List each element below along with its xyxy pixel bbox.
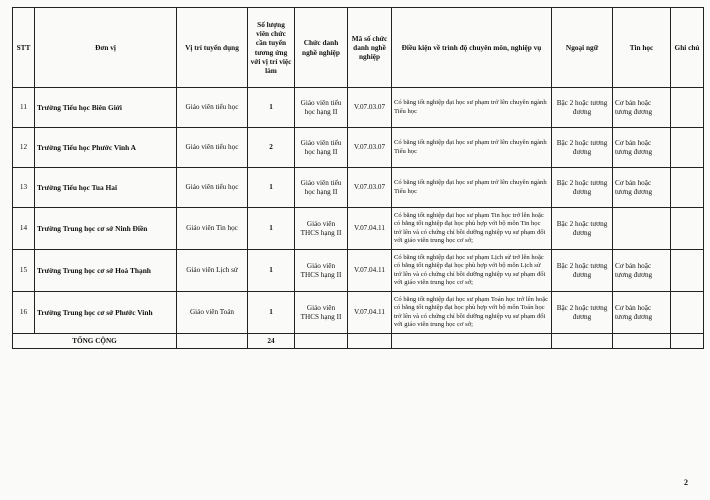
cell-unit: Trường Trung học cơ sở Hoà Thạnh [35, 250, 177, 292]
cell-it [613, 208, 671, 250]
total-empty-cell [392, 334, 552, 349]
total-empty-cell [613, 334, 671, 349]
cell-requirements: Có bằng tốt nghiệp đại học sư phạm trở lên chuyên ngành Tiểu học [392, 168, 552, 208]
cell-notes [671, 208, 704, 250]
header-requirements: Điều kiện về trình độ chuyên môn, nghiệp vụ [392, 8, 552, 88]
cell-position: Giáo viên Lịch sử [177, 250, 248, 292]
header-quantity: Số lượng viên chức cần tuyển tương ứng với vị trí việc làm [248, 8, 295, 88]
cell-it: Cơ bản hoặc tương đương [613, 88, 671, 128]
cell-position: Giáo viên tiểu học [177, 168, 248, 208]
cell-unit: Trường Tiểu học Phước Vinh A [35, 128, 177, 168]
cell-requirements: Có bằng tốt nghiệp đại học sư phạm Tin học trở lên hoặc có bằng tốt nghiệp đại học phù hợp với bộ môn Tin học trở lên và có chứng chỉ bồi dưỡng nghiệp vụ sư phạm đối với giáo viên trung học cơ sở; [392, 208, 552, 250]
cell-it: Cơ bản hoặc tương đương [613, 250, 671, 292]
cell-language: Bậc 2 hoặc tương đương [552, 292, 613, 334]
cell-title: Giáo viên tiểu học hạng II [295, 128, 348, 168]
cell-code: V.07.04.11 [348, 208, 392, 250]
cell-notes [671, 128, 704, 168]
cell-stt: 16 [13, 292, 35, 334]
cell-requirements: Có bằng tốt nghiệp đại học sư phạm trở lên chuyên ngành Tiểu học [392, 88, 552, 128]
cell-code: V.07.03.07 [348, 88, 392, 128]
cell-requirements: Có bằng tốt nghiệp đại học sư phạm Toán học trở lên hoặc có bằng tốt nghiệp đại học phù hợp với bộ môn Toán học trở lên và có chứng chỉ bồi dưỡng nghiệp vụ sư phạm đối với giáo viên trung học cơ sở; [392, 292, 552, 334]
total-label: TỔNG CỘNG [13, 334, 177, 349]
total-empty-cell [348, 334, 392, 349]
cell-title: Giáo viên tiểu học hạng II [295, 88, 348, 128]
header-position: Vị trí tuyển dụng [177, 8, 248, 88]
header-language: Ngoại ngữ [552, 8, 613, 88]
cell-stt: 14 [13, 208, 35, 250]
cell-stt: 13 [13, 168, 35, 208]
page-number: 2 [684, 478, 688, 487]
table-header-row [13, 8, 704, 88]
cell-notes [671, 168, 704, 208]
header-code: Mã số chức danh nghề nghiệp [348, 8, 392, 88]
cell-language: Bậc 2 hoặc tương đương [552, 208, 613, 250]
table-row [13, 88, 704, 128]
recruitment-table [12, 7, 704, 349]
header-unit: Đơn vị [35, 8, 177, 88]
cell-stt: 12 [13, 128, 35, 168]
table-row [13, 250, 704, 292]
cell-stt: 11 [13, 88, 35, 128]
cell-language: Bậc 2 hoặc tương đương [552, 128, 613, 168]
cell-requirements: Có bằng tốt nghiệp đại học sư phạm Lịch sử trở lên hoặc có bằng tốt nghiệp đại học phù hợp với bộ môn Lịch sử trở lên và có chứng chỉ bồi dưỡng nghiệp vụ sư phạm đối với giáo viên trung học cơ sở; [392, 250, 552, 292]
cell-title: Giáo viên THCS hạng II [295, 208, 348, 250]
cell-language: Bậc 2 hoặc tương đương [552, 250, 613, 292]
cell-notes [671, 292, 704, 334]
cell-code: V.07.03.07 [348, 128, 392, 168]
cell-position: Giáo viên tiểu học [177, 88, 248, 128]
cell-title: Giáo viên tiểu học hạng II [295, 168, 348, 208]
total-empty-cell [552, 334, 613, 349]
cell-quantity: 1 [248, 208, 295, 250]
cell-it: Cơ bản hoặc tương đương [613, 292, 671, 334]
cell-position: Giáo viên tiểu học [177, 128, 248, 168]
cell-quantity: 1 [248, 168, 295, 208]
cell-title: Giáo viên THCS hạng II [295, 250, 348, 292]
cell-language: Bậc 2 hoặc tương đương [552, 88, 613, 128]
cell-quantity: 1 [248, 292, 295, 334]
table-row [13, 292, 704, 334]
table-row [13, 208, 704, 250]
cell-stt: 15 [13, 250, 35, 292]
cell-unit: Trường Trung học cơ sở Ninh Điền [35, 208, 177, 250]
cell-position: Giáo viên Tin học [177, 208, 248, 250]
cell-unit: Trường Tiểu học Biên Giới [35, 88, 177, 128]
cell-requirements: Có bằng tốt nghiệp đại học sư phạm trở lên chuyên ngành Tiểu học [392, 128, 552, 168]
header-it: Tin học [613, 8, 671, 88]
table-row [13, 168, 704, 208]
cell-notes [671, 250, 704, 292]
header-title: Chức danh nghề nghiệp [295, 8, 348, 88]
cell-language: Bậc 2 hoặc tương đương [552, 168, 613, 208]
total-row [13, 334, 704, 349]
cell-code: V.07.04.11 [348, 292, 392, 334]
total-quantity: 24 [248, 334, 295, 349]
cell-unit: Trường Trung học cơ sở Phước Vinh [35, 292, 177, 334]
cell-quantity: 1 [248, 250, 295, 292]
header-notes: Ghi chú [671, 8, 704, 88]
header-stt: STT [13, 8, 35, 88]
cell-position: Giáo viên Toán [177, 292, 248, 334]
cell-it: Cơ bản hoặc tương đương [613, 168, 671, 208]
total-empty-cell [295, 334, 348, 349]
cell-title: Giáo viên THCS hạng II [295, 292, 348, 334]
cell-unit: Trường Tiểu học Tua Hai [35, 168, 177, 208]
total-empty-cell [671, 334, 704, 349]
cell-quantity: 1 [248, 88, 295, 128]
cell-code: V.07.04.11 [348, 250, 392, 292]
cell-notes [671, 88, 704, 128]
cell-code: V.07.03.07 [348, 168, 392, 208]
total-empty-cell [177, 334, 248, 349]
table-row [13, 128, 704, 168]
cell-quantity: 2 [248, 128, 295, 168]
cell-it: Cơ bản hoặc tương đương [613, 128, 671, 168]
